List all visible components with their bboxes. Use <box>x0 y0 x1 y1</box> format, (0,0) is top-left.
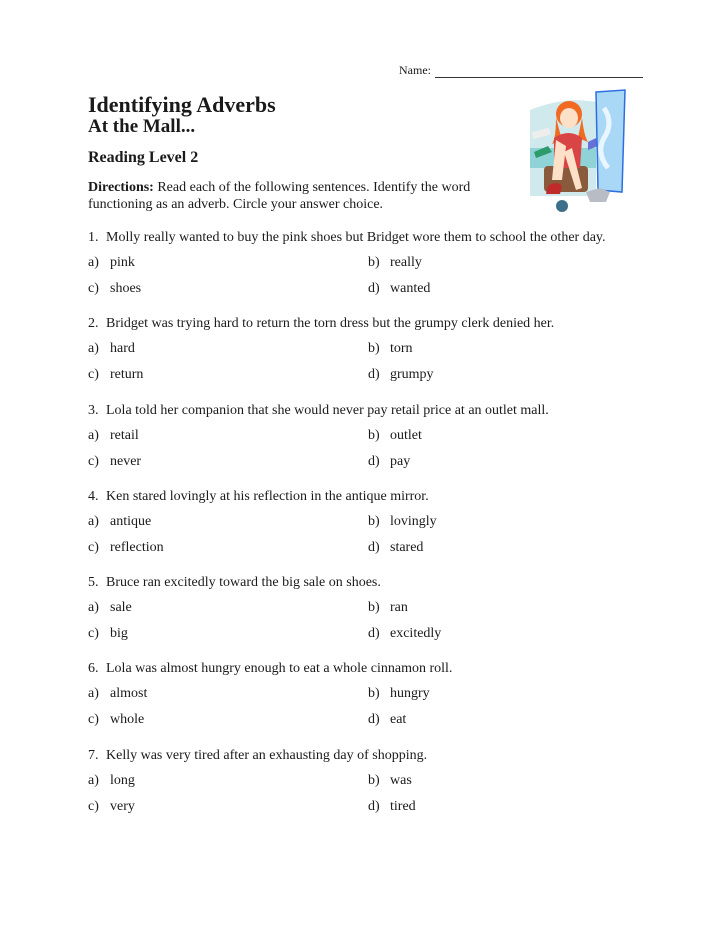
question-item <box>88 315 648 401</box>
answer-option[interactable] <box>368 599 648 625</box>
option-letter: d) <box>368 626 380 642</box>
answer-option[interactable] <box>88 599 368 625</box>
option-letter: a) <box>88 600 99 616</box>
option-letter: b) <box>368 600 380 616</box>
option-text: stared <box>390 539 424 555</box>
question-list <box>88 229 648 833</box>
question-text: Bruce ran excitedly toward the big sale on shoes. <box>106 575 381 591</box>
answer-option[interactable] <box>88 625 368 651</box>
option-text: long <box>110 772 135 788</box>
option-text: eat <box>390 712 407 728</box>
option-row <box>88 280 648 306</box>
option-letter: c) <box>88 281 99 296</box>
answer-option[interactable] <box>368 798 648 824</box>
question-item <box>88 574 648 660</box>
option-letter: d) <box>368 281 380 296</box>
option-text: pay <box>390 453 411 469</box>
option-text: wanted <box>390 281 431 296</box>
option-row <box>88 254 648 280</box>
question-number: 4. <box>88 488 99 504</box>
answer-option[interactable] <box>88 539 368 565</box>
answer-option[interactable] <box>88 254 368 280</box>
option-letter: c) <box>88 626 99 642</box>
answer-option[interactable] <box>368 254 648 280</box>
option-row <box>88 366 648 392</box>
answer-option[interactable] <box>88 366 368 392</box>
answer-option[interactable] <box>88 513 368 539</box>
option-letter: a) <box>88 427 99 443</box>
option-letter: d) <box>368 798 380 814</box>
question-number: 6. <box>88 661 99 677</box>
answer-option[interactable] <box>368 366 648 392</box>
option-letter: c) <box>88 367 99 383</box>
option-row <box>88 340 648 366</box>
directions-label: Directions: <box>88 180 154 195</box>
question-item <box>88 488 648 574</box>
option-letter: c) <box>88 712 99 728</box>
option-letter: d) <box>368 453 380 469</box>
option-text: was <box>390 772 412 788</box>
option-letter: b) <box>368 255 380 270</box>
option-letter: a) <box>88 686 99 702</box>
answer-option[interactable] <box>368 711 648 737</box>
option-text: big <box>110 626 128 642</box>
option-text: antique <box>110 513 152 529</box>
option-text: really <box>390 255 422 270</box>
option-text: tired <box>390 798 416 814</box>
answer-option[interactable] <box>368 685 648 711</box>
option-text: hard <box>110 341 135 357</box>
worksheet-title: Identifying Adverbs <box>88 92 276 117</box>
option-letter: a) <box>88 772 99 788</box>
option-row <box>88 427 648 453</box>
option-text: whole <box>110 712 145 728</box>
option-row <box>88 513 648 539</box>
name-input-line[interactable] <box>435 64 643 78</box>
option-row <box>88 453 648 479</box>
option-text: shoes <box>110 281 142 296</box>
answer-option[interactable] <box>88 772 368 798</box>
option-text: pink <box>110 255 135 270</box>
option-row <box>88 772 648 798</box>
option-letter: c) <box>88 798 99 814</box>
answer-option[interactable] <box>368 513 648 539</box>
answer-option[interactable] <box>368 340 648 366</box>
option-text: retail <box>110 427 139 443</box>
option-letter: d) <box>368 712 380 728</box>
question-item <box>88 229 648 315</box>
option-text: grumpy <box>390 367 434 383</box>
answer-option[interactable] <box>368 625 648 651</box>
question-text: Lola was almost hungry enough to eat a whole cinnamon roll. <box>106 661 453 677</box>
option-letter: a) <box>88 255 99 270</box>
option-row <box>88 685 648 711</box>
option-text: almost <box>110 686 148 702</box>
option-letter: a) <box>88 341 99 357</box>
option-letter: b) <box>368 686 380 702</box>
option-row <box>88 711 648 737</box>
option-text: torn <box>390 341 413 357</box>
answer-option[interactable] <box>88 427 368 453</box>
option-text: never <box>110 453 142 469</box>
option-letter: b) <box>368 513 380 529</box>
girl-shopping-illustration <box>524 88 636 216</box>
option-letter: c) <box>88 539 99 555</box>
directions <box>88 179 488 213</box>
option-text: hungry <box>390 686 430 702</box>
worksheet-subtitle: At the Mall... <box>88 116 196 137</box>
option-row <box>88 798 648 824</box>
option-letter: b) <box>368 427 380 443</box>
question-text: Molly really wanted to buy the pink shoes but Bridget wore them to school the other day. <box>106 230 606 245</box>
answer-option[interactable] <box>88 280 368 306</box>
question-text: Ken stared lovingly at his reflection in the antique mirror. <box>106 488 429 504</box>
answer-option[interactable] <box>88 798 368 824</box>
question-item <box>88 660 648 746</box>
question-number: 2. <box>88 316 99 332</box>
answer-option[interactable] <box>88 340 368 366</box>
question-number: 3. <box>88 402 99 418</box>
answer-option[interactable] <box>368 539 648 565</box>
question-number: 5. <box>88 575 99 591</box>
question-item <box>88 747 648 833</box>
option-row <box>88 599 648 625</box>
answer-option[interactable] <box>88 453 368 479</box>
option-text: reflection <box>110 539 164 555</box>
option-text: outlet <box>390 427 422 443</box>
option-text: sale <box>110 600 132 616</box>
option-letter: d) <box>368 367 380 383</box>
question-number: 7. <box>88 747 99 763</box>
option-text: excitedly <box>390 626 442 642</box>
option-text: very <box>110 798 135 814</box>
answer-option[interactable] <box>368 453 648 479</box>
directions-text: Read each of the following sentences. Identify the word functioning as an adverb. Circle your answer choice. <box>88 180 471 212</box>
reading-level: Reading Level 2 <box>88 149 199 166</box>
option-row <box>88 625 648 651</box>
option-letter: b) <box>368 341 380 357</box>
answer-option[interactable] <box>368 772 648 798</box>
name-field <box>399 63 643 78</box>
option-letter: d) <box>368 539 380 555</box>
question-text: Kelly was very tired after an exhausting day of shopping. <box>106 747 428 763</box>
option-text: lovingly <box>390 513 437 529</box>
option-letter: a) <box>88 513 99 529</box>
option-text: ran <box>390 600 408 616</box>
option-text: return <box>110 367 144 383</box>
question-text: Lola told her companion that she would never pay retail price at an outlet mall. <box>106 402 549 418</box>
answer-option[interactable] <box>368 427 648 453</box>
option-letter: b) <box>368 772 380 788</box>
answer-option[interactable] <box>88 711 368 737</box>
question-number: 1. <box>88 230 99 245</box>
answer-option[interactable] <box>368 280 648 306</box>
question-text: Bridget was trying hard to return the torn dress but the grumpy clerk denied her. <box>106 316 555 332</box>
name-label: Name: <box>399 63 431 77</box>
option-letter: c) <box>88 453 99 469</box>
option-row <box>88 539 648 565</box>
answer-option[interactable] <box>88 685 368 711</box>
question-item <box>88 402 648 488</box>
